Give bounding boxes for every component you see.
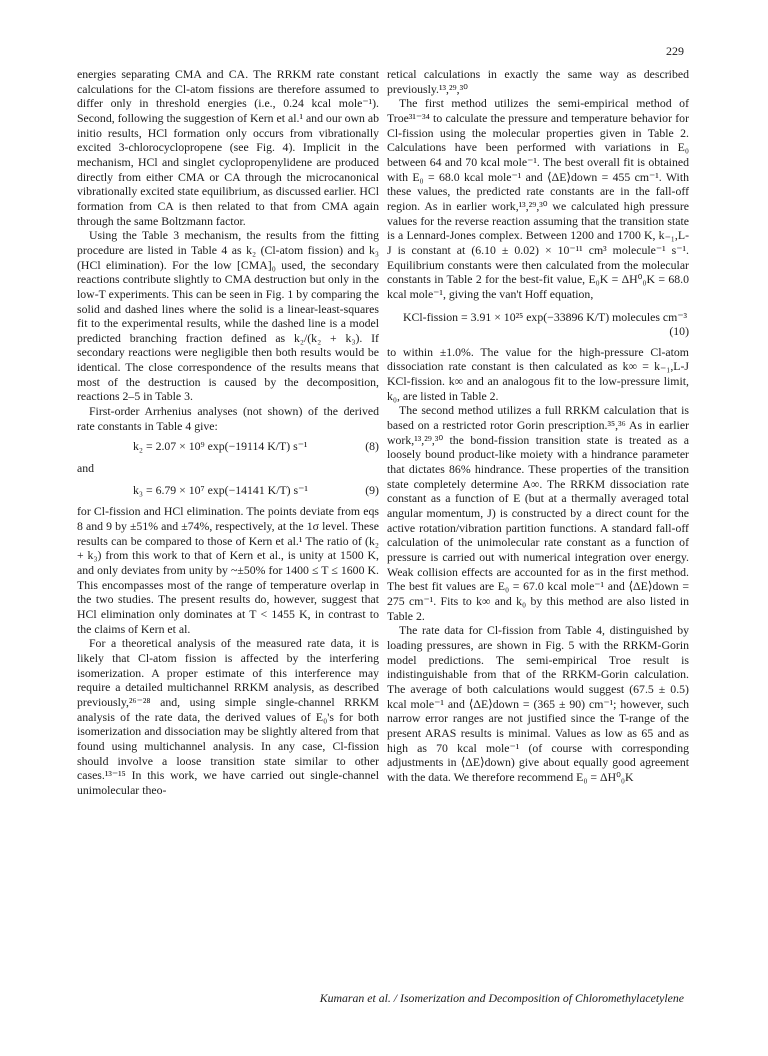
equation-10 <box>387 310 689 339</box>
running-footer: Kumaran et al. / Isomerization and Decomposition of Chloromethylacetylene <box>319 991 684 1005</box>
equation-number: (8) <box>365 439 379 454</box>
paragraph: The first method utilizes the semi-empirical method of Troe³¹⁻³⁴ to calculate the pressure and temperature behavior for Cl-fission using the molecular properties given in Table 2. Calculations have been performed with variations in E₀ between 64 and 70 kcal mole⁻¹. The best overall fit is obtained with E₀ = 68.0 kcal mole⁻¹ and ⟨ΔE⟩down = 455 cm⁻¹. With these values, the predicted rate constants are in the fall-off region. As in earlier work,¹³,²⁹,³⁰ we calculated high pressure values for the reverse reaction assuming that the transition state is a Lennard-Jones complex. Between 1200 and 1700 K, k₋₁,L-J is constant at (6.10 ± 0.02) × 10⁻¹¹ cm³ molecule⁻¹ s⁻¹. Equilibrium constants were then calculated from the molecular constants in Table 2 for the best-fit value, E₀K = ΔH⁰₀K = 68.0 kcal mole⁻¹, giving the van't Hoff equation, <box>387 96 689 301</box>
paragraph: retical calculations in exactly the same way as described previously.¹³,²⁹,³⁰ <box>387 67 689 96</box>
equation-number: (10) <box>669 324 689 339</box>
equation-body: k₂ = 2.07 × 10⁹ exp(−19114 K/T) s⁻¹ <box>133 439 308 454</box>
right-column <box>387 67 689 785</box>
paragraph: for Cl-fission and HCl elimination. The points deviate from eqs 8 and 9 by ±51% and ±74%, respectively, at the 1σ level. These results can be compared to those of Kern et al.¹ The ratio of (k₂ + k₃) from this work to that of Kern et al., is unity at 1500 K, and only deviates from unity by ~±50% for 1400 ≤ T ≤ 1600 K. This encompasses most of the range of temperature overlap in the two studies. The present results do, however, suggest that HCl elimination only dominates at T < 1455 K, in contrast to the claims of Kern et al. <box>77 504 379 636</box>
paragraph: to within ±1.0%. The value for the high-pressure Cl-atom dissociation rate constant is then calculated as k∞ = k₋₁,L-J KCl-fission. k∞ and an analogous fit to the low-pressure limit, k₀, are listed in Table 2. <box>387 344 689 403</box>
equation-number: (9) <box>365 482 379 497</box>
equation-9 <box>77 483 379 498</box>
paragraph: Using the Table 3 mechanism, the results from the fitting procedure are listed in Table 4 as k₂ (Cl-atom fission) and k₃ (HCl elimination). For the low [CMA]₀ used, the secondary reactions contribute slightly to CMA destruction but only in the low-T experiments. This can be seen in Fig. 1 by comparing the solid and dashed lines where the solid is a linear-least-squares fit to the experimental results, while the dashed line is a model predicted branching fraction defined as k₂/(k₂ + k₃). If secondary reactions were negligible then both results would be identical. The close correspondence of the results means that most of the destruction is caused by the decomposition, reactions 2–5 in Table 3. <box>77 228 379 404</box>
paragraph: The rate data for Cl-fission from Table 4, distinguished by loading pressures, are shown in Fig. 5 with the RRKM-Gorin model predictions. The semi-empirical Troe result is indistinguishable from that of the RRKM-Gorin calculation. The average of both calculations would suggest (67.5 ± 0.5) kcal mole⁻¹ and ⟨ΔE⟩down = (365 ± 90) cm⁻¹; however, such narrow error ranges are not justified since the T-range of the present ARAS results is minimal. Values as low as 65 and as high as 70 kcal mole⁻¹ (of course with corresponding adjustments in ⟨ΔE⟩down) give about equally good agreement with the data. We therefore recommend E₀ = ΔH⁰₀K <box>387 623 689 784</box>
paragraph: For a theoretical analysis of the measured rate data, it is likely that Cl-atom fission is affected by the interfering isomerization. A proper estimate of this interference may require a detailed multichannel RRKM analysis, as described previously,²⁶⁻²⁸ and, using simple single-channel RRKM analysis of the rate data, the derived values of E₀'s for both isomerization and dissociation may be slightly altered from that found using multichannel analysis. In any case, Cl-fission should involve a loose transition state similar to other cases.¹³⁻¹⁵ In this work, we have carried out single-channel unimolecular theo- <box>77 636 379 797</box>
paragraph: First-order Arrhenius analyses (not shown) of the derived rate constants in Table 4 give: <box>77 404 379 433</box>
paragraph: The second method utilizes a full RRKM calculation that is based on a restricted rotor Gorin prescription.³⁵,³⁶ As in earlier work,¹³,²⁹,³⁰ the bond-fission transition state is treated as a loosely bound product-like moiety with a hindrance parameter that dictates 86% hindrance. These properties of the transition state completely determine A∞. The RRKM dissociation rate constant as a function of E (but at a thermally averaged total angular momentum, J) is constructed by a direct count for the active rotation/vibration partition functions. A standard fall-off calculation of the unimolecular rate constant as a function of pressure is carried out with numerical integration over energy. Weak collision effects are accounted for as in the first method. The best fit values are E₀ = 67.0 kcal mole⁻¹ and ⟨ΔE⟩down = 275 cm⁻¹. Fits to k∞ and k₀ by this method are also listed in Table 2. <box>387 403 689 623</box>
page-number: 229 <box>666 44 684 58</box>
equation-8 <box>77 439 379 454</box>
paragraph: energies separating CMA and CA. The RRKM rate constant calculations for the Cl-atom fissions are therefore assumed to differ only in threshold energies (i.e., 0.24 kcal mole⁻¹). Second, following the suggestion of Kern et al.¹ and our own ab initio results, HCl formation only occurs from vibrationally excited 3-chlorocyclopropene (see Fig. 4). Implicit in the mechanism, HCl and singlet cyclopropenylidene are produced directly from either CMA or CA through the microcanonical vibrationally excited state equilibrium, as discussed earlier. HCl formation from CA is then related to that from CMA again through the same Boltzmann factor. <box>77 67 380 228</box>
left-column <box>77 67 379 798</box>
equation-body: KCl-fission = 3.91 × 10²⁵ exp(−33896 K/T) molecules cm⁻³ <box>403 309 688 324</box>
equation-body: k₃ = 6.79 × 10⁷ exp(−14141 K/T) s⁻¹ <box>133 482 308 497</box>
connector-text: and <box>77 461 95 476</box>
